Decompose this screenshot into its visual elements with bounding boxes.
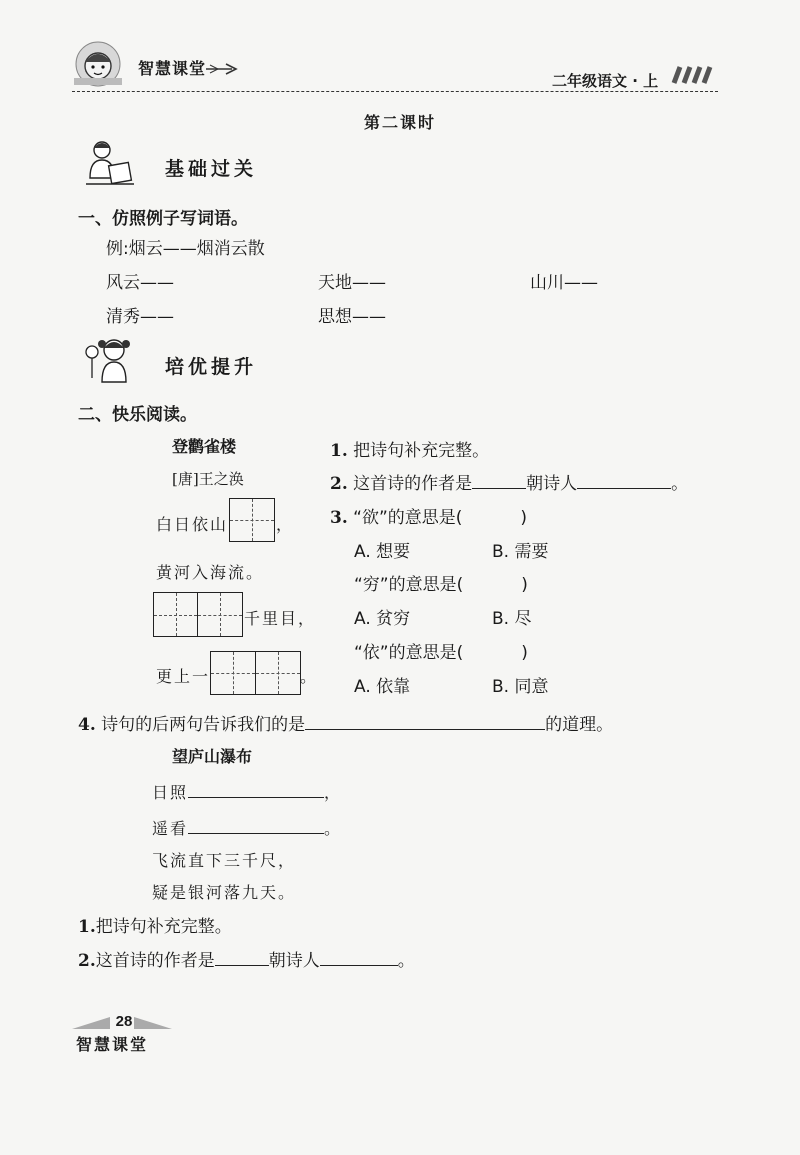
poem2-line1: 日照 ， [152, 783, 343, 802]
header-divider [72, 91, 718, 92]
section-title-basic: 基础过关 [165, 158, 258, 180]
poem1-author: [唐]王之涣 [172, 470, 244, 488]
student-writing-icon [82, 138, 138, 194]
poem1-line4-prefix: 更上一 [156, 667, 211, 686]
girl-flower-icon [82, 334, 138, 392]
answer-blank[interactable] [188, 833, 324, 834]
header-stripes [668, 66, 716, 88]
poem1-line1-suffix: ， [276, 515, 295, 534]
q3-subquestion-3: “依”的意思是( ) [354, 643, 528, 663]
q3-option-a3[interactable]: A. 依靠 [354, 677, 411, 697]
poem2-title: 望庐山瀑布 [172, 747, 253, 766]
q1-item: 思想—— [318, 307, 386, 327]
q3-option-b2[interactable]: B. 尽 [492, 609, 532, 629]
poem1-line1-prefix: 白日依山 [156, 515, 229, 534]
q3-option-b3[interactable]: B. 同意 [492, 677, 549, 697]
q3-option-b1[interactable]: B. 需要 [492, 542, 549, 562]
header-brand: 智慧课堂 [138, 59, 207, 78]
q1-heading: 一、仿照例子写词语。 [78, 209, 248, 229]
poem2-line2: 遥看 。 [152, 819, 343, 838]
answer-blank[interactable] [305, 729, 545, 730]
q3-option-a2[interactable]: A. 贫穷 [354, 609, 411, 629]
section-title-advanced: 培优提升 [165, 356, 258, 378]
answer-blank[interactable] [472, 488, 526, 489]
tian-grid-box[interactable] [210, 651, 301, 695]
q3-subquestion-2: “穷”的意思是( ) [354, 575, 528, 595]
tian-grid-box[interactable] [153, 592, 243, 637]
poem1-line4-suffix: 。 [300, 667, 319, 686]
page-number: 28 [115, 1013, 133, 1030]
q1-example: 例:烟云——烟消云散 [106, 239, 265, 259]
tian-grid-box[interactable] [229, 498, 275, 542]
q1-item: 清秀—— [106, 307, 174, 327]
q1-item: 风云—— [106, 273, 174, 293]
poem1-title: 登鹳雀楼 [172, 437, 237, 456]
poem1-line2: 黄河入海流。 [156, 563, 265, 582]
p1-question-3: 3. “欲”的意思是( ) [330, 508, 528, 528]
q1-item: 天地—— [318, 273, 386, 293]
poem2-line4: 疑是银河落九天。 [152, 883, 297, 902]
p1-question-2: 2. 这首诗的作者是 朝诗人 。 [330, 474, 689, 494]
poem2-line3: 飞流直下三千尺， [152, 851, 297, 870]
answer-blank[interactable] [188, 797, 324, 798]
answer-blank[interactable] [320, 965, 398, 966]
p1-question-4: 4. 诗句的后两句告诉我们的是 的道理。 [78, 715, 614, 735]
p2-question-2: 2.这首诗的作者是 朝诗人 。 [78, 951, 415, 971]
header-arrow-icon [206, 60, 240, 79]
answer-blank[interactable] [577, 488, 671, 489]
poem1-line3-suffix: 千里目， [244, 609, 317, 628]
q2-heading: 二、快乐阅读。 [78, 405, 197, 425]
q1-item: 山川—— [530, 273, 598, 293]
lesson-title: 第二课时 [363, 113, 436, 132]
q3-option-a1[interactable]: A. 想要 [354, 542, 411, 562]
answer-blank[interactable] [215, 965, 269, 966]
p2-question-1: 1.把诗句补充完整。 [78, 917, 232, 937]
footer-brand: 智慧课堂 [76, 1035, 149, 1054]
header-right-label: 二年级语文 · 上 [552, 72, 659, 90]
p1-question-1: 1. 把诗句补充完整。 [330, 441, 490, 461]
header-mascot [72, 40, 128, 90]
